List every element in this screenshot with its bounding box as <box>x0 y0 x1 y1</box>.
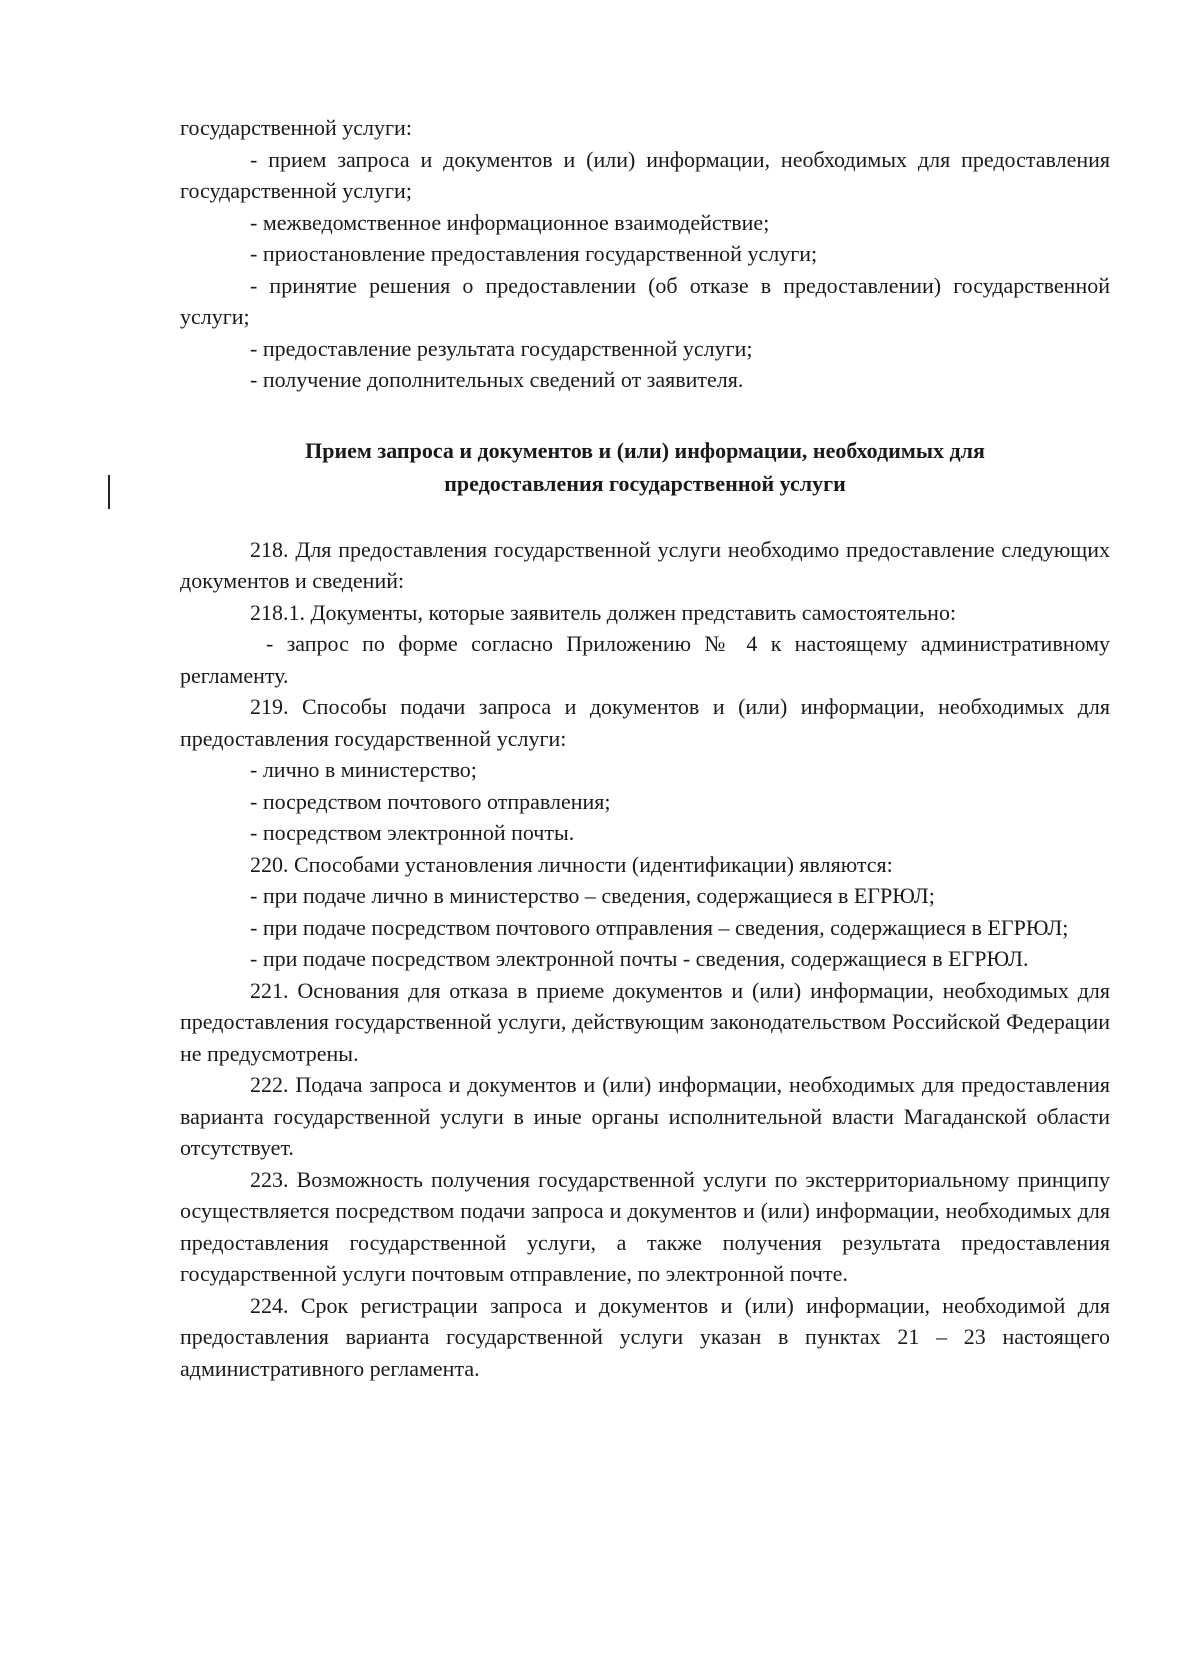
section-heading-line: Прием запроса и документов и (или) информации, необходимых для <box>305 437 985 463</box>
list-item: - при подаче лично в министерство – сведения, содержащиеся в ЕГРЮЛ; <box>250 883 935 908</box>
paragraph-219: 219. Способы подачи запроса и документов и (или) информации, необходимых для предоставления государственной услуги: <box>180 694 1110 751</box>
list-item: - прием запроса и документов и (или) информации, необходимых для предоставления государственной услуги; <box>180 146 1110 203</box>
paragraph-220: 220. Способами установления личности (идентификации) являются: <box>250 851 893 877</box>
document-page <box>180 112 1110 1384</box>
paragraph-224: 224. Срок регистрации запроса и документов и (или) информации, необходимой для предоставления варианта государственной услуги указан в пунктах 21 – 23 настоящего административного регламента. <box>180 1292 1110 1381</box>
list-item: - лично в министерство; <box>250 757 477 782</box>
margin-change-bar <box>108 475 110 509</box>
list-item: - запрос по форме согласно Приложению № 4 к настоящему административному регламенту. <box>180 631 1110 688</box>
paragraph-218-1: 218.1. Документы, которые заявитель должен представить самостоятельно: <box>250 599 957 625</box>
list-item: - при подаче посредством почтового отправления – сведения, содержащиеся в ЕГРЮЛ; <box>250 914 1069 940</box>
paragraph-222: 222. Подача запроса и документов и (или) информации, необходимых для предоставления варианта государственной услуги в иные органы исполнительной власти Магаданской области отсутствует. <box>180 1072 1110 1160</box>
paragraph-218: 218. Для предоставления государственной услуги необходимо предоставление следующих документов и сведений: <box>180 536 1110 593</box>
list-item: - предоставление результата государственной услуги; <box>250 335 753 361</box>
paragraph-221: 221. Основания для отказа в приеме документов и (или) информации, необходимых для предоставления государственной услуги, действующим законодательством Российской Федерации не предусмотрены. <box>180 977 1110 1066</box>
list-item: - приостановление предоставления государственной услуги; <box>250 241 818 266</box>
list-item: - принятие решения о предоставлении (об отказе в предоставлении) государственной услуги; <box>180 272 1110 329</box>
list-item: - посредством почтового отправления; <box>250 788 611 814</box>
paragraph-223: 223. Возможность получения государственной услуги по экстерриториальному принципу осуществляется посредством подачи запроса и документов и (или) информации, необходимых для предоставления государственной услуги, а также получения результата предоставления государственной услуги почтовым отправление, по электронной почте. <box>180 1166 1110 1286</box>
section-heading-line: предоставления государственной услуги <box>444 470 846 496</box>
section-heading <box>180 434 1110 500</box>
text-line: государственной услуги: <box>180 115 412 140</box>
list-item: - при подаче посредством электронной почты - сведения, содержащиеся в ЕГРЮЛ. <box>250 946 1029 971</box>
list-item: - посредством электронной почты. <box>250 820 575 845</box>
list-item: - получение дополнительных сведений от заявителя. <box>250 367 744 392</box>
list-item: - межведомственное информационное взаимодействие; <box>250 209 770 235</box>
